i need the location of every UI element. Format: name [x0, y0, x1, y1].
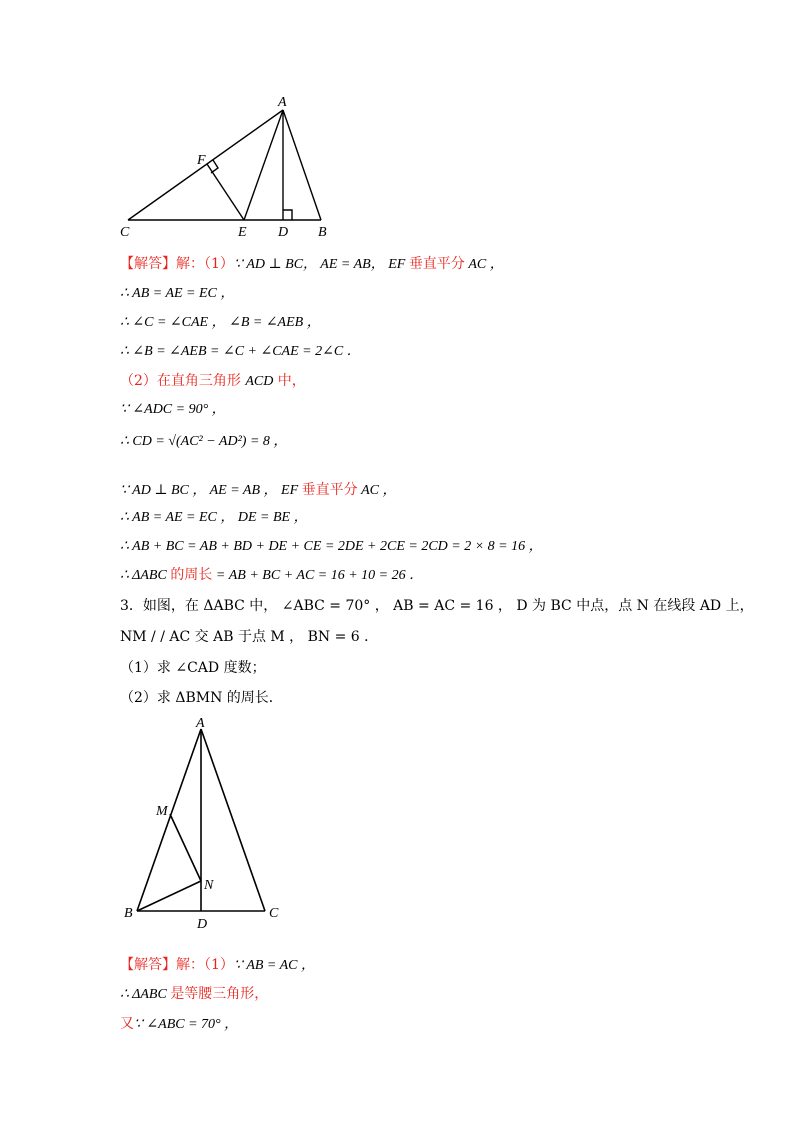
solution1-line-7: ∴ CD = √(AC² − AD²) = 8 ， [120, 434, 288, 449]
solution3-line-2: ∴ ΔABC 是等腰三角形， [120, 986, 269, 1002]
figure-triangle-abc-2 [120, 715, 290, 935]
label-n: N [204, 878, 214, 893]
solution1-line-9: ∴ AB = AE = EC ， DE = BE ， [120, 510, 308, 525]
label-b: B [318, 225, 327, 240]
segment-ae [244, 110, 283, 220]
label-c: C [269, 906, 279, 921]
segment-mn [170, 814, 201, 881]
label-f: F [197, 153, 206, 168]
problem3-line-4: （2）求 ΔBMN 的周长． [120, 690, 283, 706]
label-d: D [278, 225, 289, 240]
solution3-line-1: 【解答】解：（1）∵ AB = AC ， [120, 957, 316, 973]
label-a: A [196, 716, 205, 731]
solution1-line-10: ∴ AB + BC = AB + BD + DE + CE = 2DE + 2CE = 2CD = 2 × 8 = 16 ， [120, 539, 543, 554]
problem3-line-2: NM / / AC 交 AB 于点 M ， BN = 6 ． [120, 629, 379, 645]
solution1-line-1: 【解答】解：（1）∵ AD ⊥ BC， AE = AB， EF 垂直平分 AC ， [120, 256, 504, 272]
solution1-line-5: （2）在直角三角形 ACD 中， [120, 373, 306, 389]
right-angle-mark-d [283, 210, 292, 220]
solution3-line-3: 又∵ ∠ABC = 70° ， [120, 1016, 239, 1032]
problem3-line-1: 3．如图，在 ΔABC 中， ∠ABC = 70° ， AB = AC = 16 ， D 为 BC 中点，点 N 在线段 AD 上， [120, 598, 754, 614]
solution1-line-4: ∴ ∠B = ∠AEB = ∠C + ∠CAE = 2∠C ． [120, 344, 361, 359]
solution1-line-2: ∴ AB = AE = EC ， [120, 286, 235, 301]
label-m: M [156, 804, 168, 819]
solution1-line-3: ∴ ∠C = ∠CAE ， ∠B = ∠AEB ， [120, 315, 321, 330]
figure-triangle-abc-1 [110, 90, 350, 240]
segment-ab [137, 729, 201, 911]
solution1-line-11: ∴ ΔABC 的周长 = AB + BC + AC = 16 + 10 = 26 ． [120, 567, 424, 583]
problem3-line-3: （1）求 ∠CAD 度数； [120, 660, 266, 676]
solution1-line-8: ∵ AD ⊥ BC ， AE = AB ， EF 垂直平分 AC ， [120, 482, 397, 498]
segment-ab [283, 110, 321, 220]
solution1-line-6: ∵ ∠ADC = 90° ， [120, 402, 226, 417]
label-c: C [120, 225, 130, 240]
label-e: E [238, 225, 247, 240]
label-a: A [278, 95, 287, 110]
label-b: B [124, 906, 133, 921]
label-d: D [197, 917, 208, 932]
